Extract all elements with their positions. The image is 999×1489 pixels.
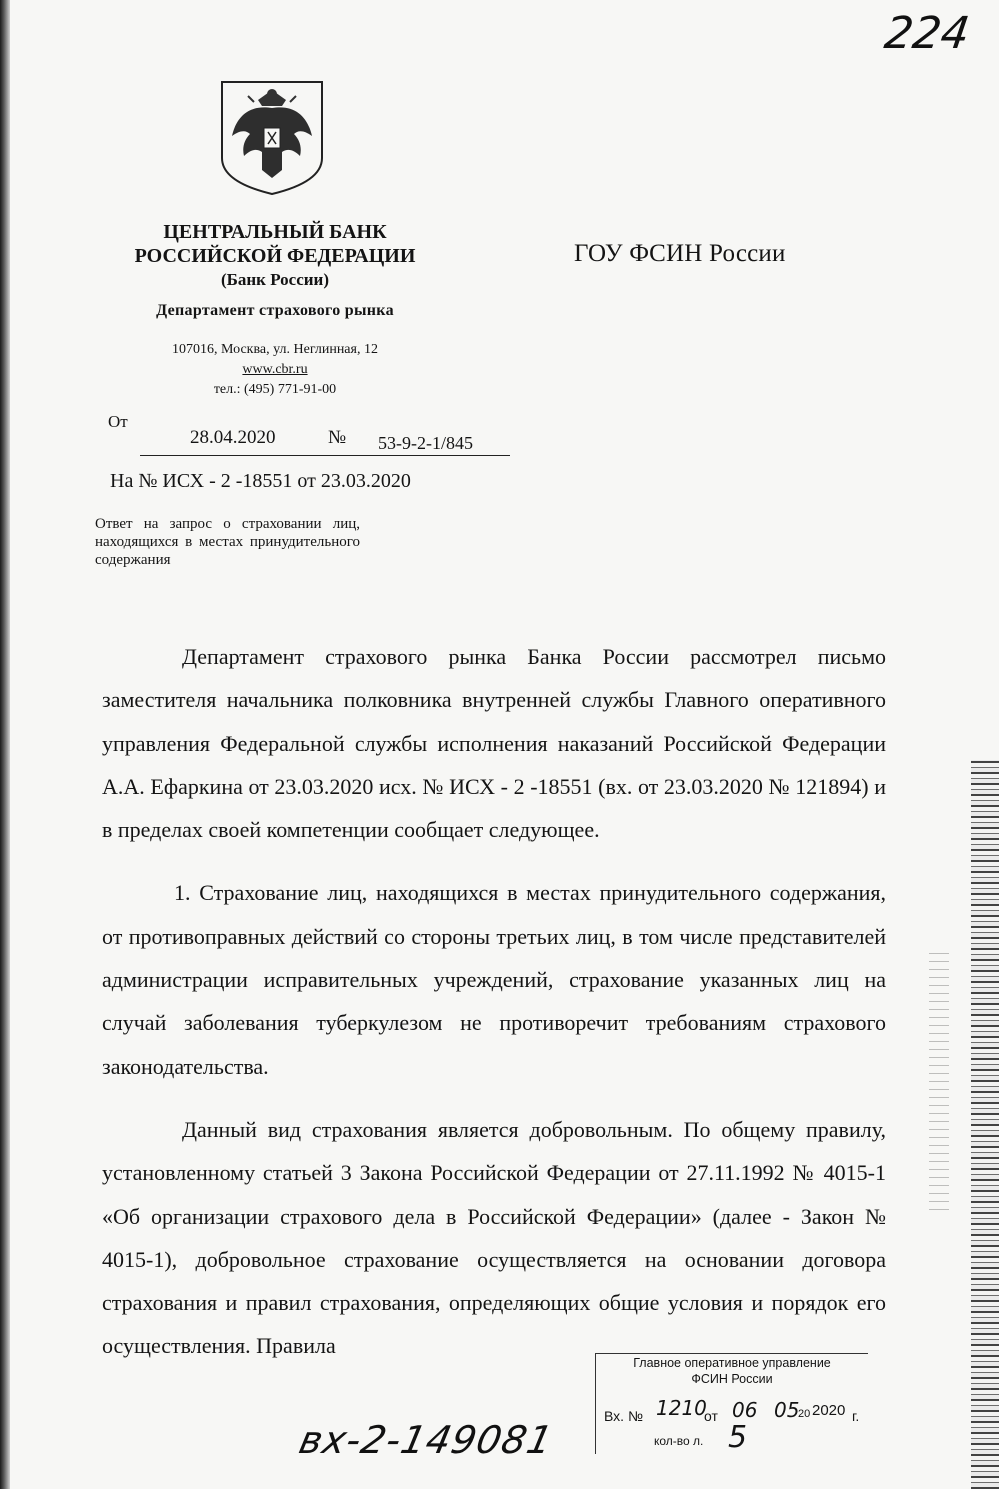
scan-noise bbox=[929, 950, 949, 1210]
stamp-count: 5 bbox=[728, 1420, 748, 1455]
stamp-in-number: 1210 bbox=[656, 1396, 707, 1420]
letter-subject: Ответ на запрос о страховании лиц, находящихся в местах принудительного содержания bbox=[95, 516, 360, 568]
outgoing-reference bbox=[130, 423, 510, 461]
stamp-year-suffix: г. bbox=[852, 1408, 860, 1424]
reply-to-reference: На № ИСХ - 2 -18551 от 23.03.2020 bbox=[110, 470, 411, 492]
addressee: ГОУ ФСИН России bbox=[574, 240, 786, 267]
website: www.cbr.ru bbox=[242, 362, 308, 377]
contacts-block bbox=[145, 340, 405, 400]
handwritten-registration: вх-2-149081 bbox=[295, 1418, 558, 1462]
body-paragraph: Данный вид страхования является добровольным. По общему правилу, установленному статьей 3 Закона Российской Федерации от 27.11.1992 № 4015-1 «Об организации страхового дела в Российской Федерации» (далее - Закон № 4015-1), добровольное страхование осуществляется на основании договора страхования и правил страхования, определяющих общие условия и порядок его осуществления. Правила bbox=[102, 1116, 886, 1359]
bank-name-line2: РОССИЙСКОЙ ФЕДЕРАЦИИ bbox=[134, 245, 416, 267]
stamp-count-label: кол-во л. bbox=[654, 1434, 704, 1448]
outgoing-date: 28.04.2020 bbox=[190, 427, 276, 448]
scan-shadow-right bbox=[971, 760, 999, 1489]
number-sign: № bbox=[328, 427, 347, 448]
stamp-year: 2020 bbox=[812, 1402, 846, 1419]
scan-shadow-left bbox=[0, 0, 10, 1489]
coat-of-arms-icon bbox=[218, 78, 326, 196]
bank-header bbox=[120, 220, 430, 320]
stamp-org-line1: Главное оперативное управление bbox=[633, 1356, 831, 1370]
stamp-in-label: Вх. № bbox=[604, 1408, 643, 1424]
stamp-day: 06 bbox=[732, 1398, 758, 1422]
stamp-year-label: 20 bbox=[798, 1408, 811, 1420]
from-label: От bbox=[108, 412, 128, 431]
folio-number: 224 bbox=[881, 8, 973, 59]
phone: тел.: (495) 771-91-00 bbox=[213, 382, 337, 397]
bank-short-name: (Банк России) bbox=[220, 270, 330, 289]
outgoing-number: 53-9-2-1/845 bbox=[378, 433, 473, 453]
stamp-from-label: от bbox=[704, 1408, 718, 1424]
body-paragraph: 1. Страхование лиц, находящихся в местах принудительного содержания, от противоправных действий со стороны третьих лиц, в том числе представителей администрации исправительных учреждений, страхование указанных лиц на случай заболевания туберкулезом не противоречит требованиям страхового законодательства. bbox=[102, 880, 886, 1079]
address: 107016, Москва, ул. Неглинная, 12 bbox=[172, 342, 378, 357]
bank-name-line1: ЦЕНТРАЛЬНЫЙ БАНК bbox=[163, 221, 387, 243]
body-paragraph: Департамент страхового рынка Банка России рассмотрел письмо заместителя начальника полковника внутренней службы Главного оперативного управления Федеральной службы исполнения наказаний Российской Федерации А.А. Ефаркина от 23.03.2020 исх. № ИСХ - 2 -18551 (вх. от 23.03.2020 № 121894) и в пределах своей компетенции сообщает следующее. bbox=[102, 644, 886, 843]
intake-stamp bbox=[595, 1353, 868, 1454]
stamp-org-line2: ФСИН России bbox=[691, 1372, 773, 1386]
stamp-month: 05 bbox=[774, 1398, 800, 1422]
reference-underline bbox=[140, 455, 510, 456]
letter-body bbox=[102, 635, 886, 1368]
department-name: Департамент страхового рынка bbox=[156, 302, 394, 319]
